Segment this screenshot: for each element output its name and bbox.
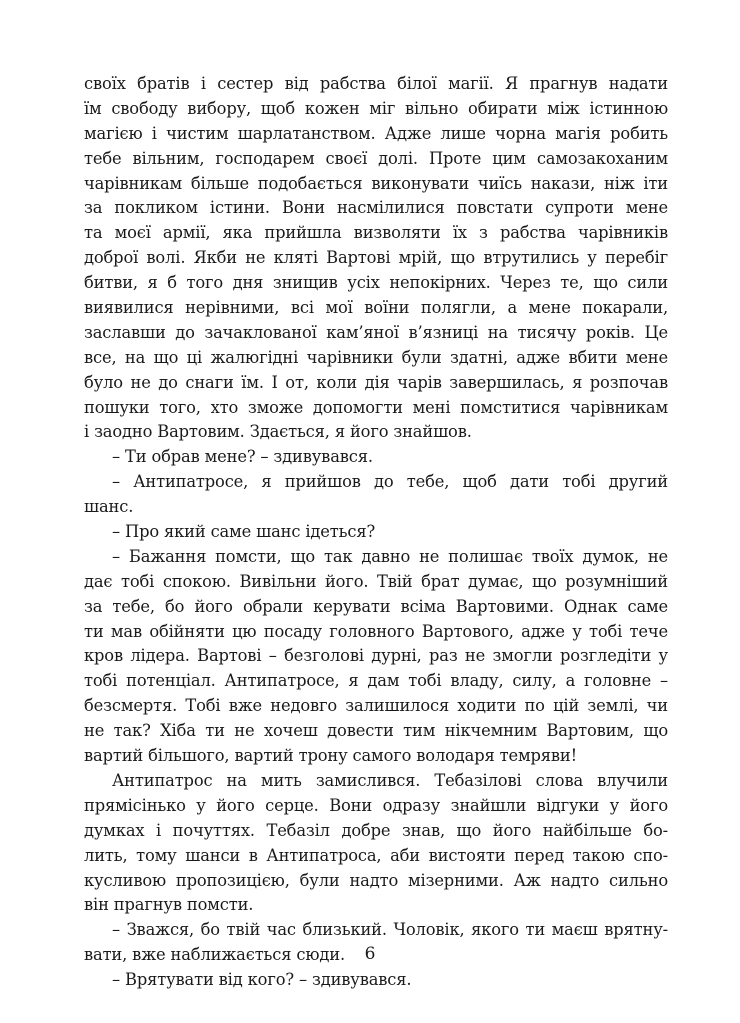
text-line: – Ти обрав мене? – здивувався.: [112, 447, 373, 467]
text-line: кусливою пропозицією, були надто мізерними. Аж надто сильно: [84, 870, 668, 890]
text-line: та моєї армії, яка прийшла визволяти їх з рабства чарівників: [84, 223, 668, 243]
text-line: виявилися нерівними, всі мої воїни полягли, а мене покарали,: [84, 298, 668, 318]
text-line: було не до снаги їм. І от, коли дія чарів завершилась, я розпочав: [84, 372, 668, 392]
text-line: безсмертя. Тобі вже недовго залишилося ходити по цій землі, чи: [84, 696, 668, 716]
text-line: їм свободу вибору, щоб кожен міг вільно обирати між істинною: [84, 98, 668, 118]
text-line: за тебе, бо його обрали керувати всіма Вартовими. Однак саме: [84, 596, 668, 616]
text-line: тебе вільним, господарем своєї долі. Проте цим самозакоханим: [84, 148, 668, 168]
text-line: кров лідера. Вартові – безголові дурні, раз не змогли розгледіти у: [84, 646, 668, 666]
text-line: і заодно Вартовим. Здається, я його знайшов.: [84, 422, 472, 442]
text-line: лить, тому шанси в Антипатроса, аби вистояти перед такою спо-: [84, 845, 668, 865]
text-line: своїх братів і сестер від рабства білої магії. Я прагнув надати: [84, 74, 668, 93]
text-line: доброї волі. Якби не кляті Вартові мрій, що втрутились у перебіг: [84, 248, 668, 268]
text-line: пошуки того, хто зможе допомогти мені помститися чарівникам: [84, 397, 668, 417]
text-line: чарівникам більше подобається виконувати чиїсь накази, ніж іти: [84, 173, 668, 193]
text-line: ти мав обійняти цю посаду головного Вартового, адже у тобі тече: [84, 621, 668, 641]
text-line: не так? Хіба ти не хочеш довести тим нікчемним Вартовим, що: [84, 721, 668, 741]
text-line: – Антипатросе, я прийшов до тебе, щоб дати тобі другий: [112, 472, 668, 492]
text-line: шанс.: [84, 497, 134, 517]
text-line: заславши до зачаклованої кам’яної в’язниці на тисячу років. Це: [84, 322, 668, 342]
text-line: – Бажання помсти, що так давно не полишає твоїх думок, не: [112, 546, 668, 566]
text-line: вартий більшого, вартий трону самого володаря темряви!: [84, 746, 578, 766]
text-line: тобі потенціал. Антипатросе, я дам тобі владу, силу, а головне –: [84, 671, 668, 691]
text-line: битви, я б того дня знищив усіх непокірних. Через те, що сили: [84, 273, 668, 293]
text-line: – Врятувати від кого? – здивувався.: [112, 970, 412, 990]
text-line: дає тобі спокою. Вивільни його. Твій брат думає, що розумніший: [84, 571, 668, 591]
text-line: магією і чистим шарлатанством. Адже лише чорна магія робить: [84, 123, 668, 143]
text-line: прямісінько у його серце. Вони одразу знайшли відгуки у його: [84, 795, 668, 815]
text-line: за покликом істини. Вони насмілилися повстати супроти мене: [84, 198, 668, 218]
text-line: все, на що ці жалюгідні чарівники були здатні, адже вбити мене: [84, 347, 668, 367]
text-line: – Зважся, бо твій час близький. Чоловік, якого ти маєш врятну-: [112, 920, 668, 940]
page-number: 6: [364, 944, 376, 964]
text-line: Антипатрос на мить замислився. Тебазілові слова влучили: [112, 770, 668, 790]
text-line: вати, вже наближається сюди.: [84, 945, 345, 965]
text-line: думках і почуттях. Тебазіл добре знав, що його найбільше бо-: [84, 820, 668, 840]
text-line: він прагнув помсти.: [84, 895, 254, 915]
page-body-text: [84, 72, 668, 993]
text-line: – Про який саме шанс ідеться?: [112, 522, 376, 542]
